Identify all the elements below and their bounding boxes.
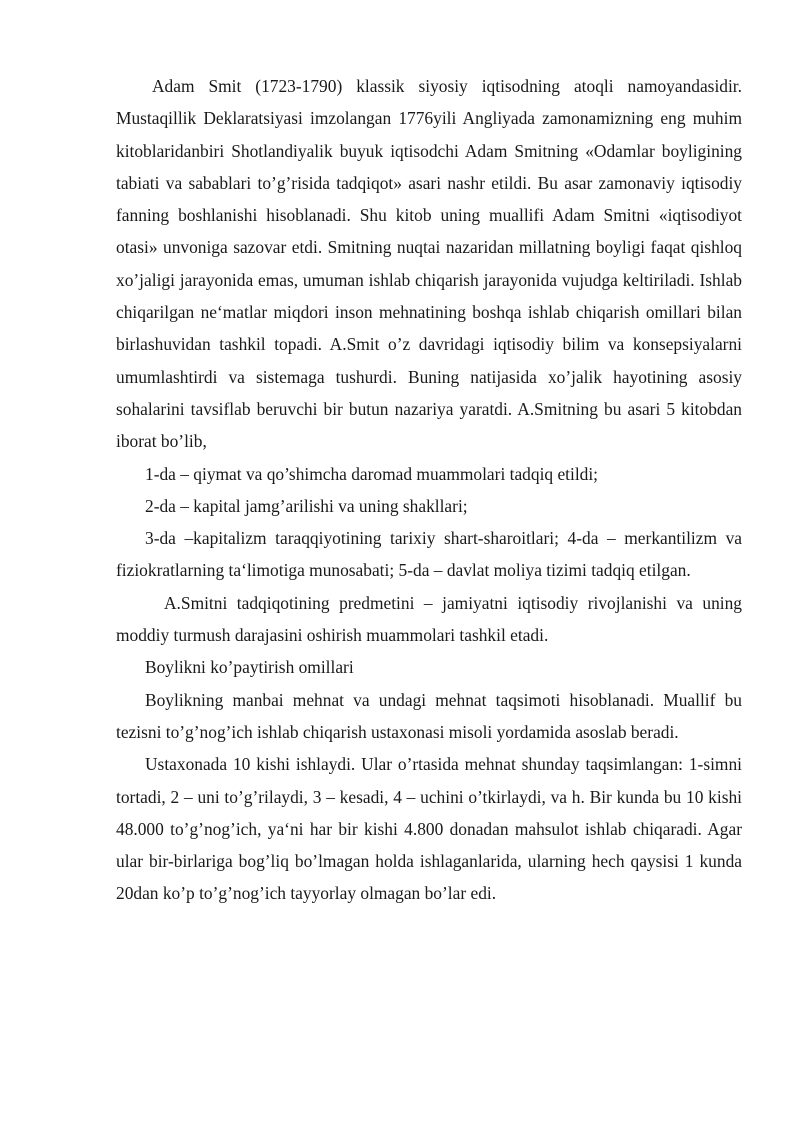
paragraph-research-subject: A.Smitni tadqiqotining predmetini – jamiyatni iqtisodiy rivojlanishi va uning moddiy turmush darajasini oshirish muammolari tashkil etadi.	[116, 592, 742, 646]
paragraph-book-1: 1-da – qiymat va qo’shimcha daromad muammolari tadqiq etildi;	[145, 463, 599, 484]
paragraph-books-3-5: 3-da –kapitalizm taraqqiyotining tarixiy shart-sharoitlari; 4-da – merkantilizm va fiziokratlarning ta‘limotiga munosabati; 5-da – davlat moliya tizimi tadqiq etilgan.	[116, 528, 742, 581]
section-heading-wealth-factors: Boylikni ko’paytirish omillari	[145, 657, 354, 678]
paragraph-labor-source: Boylikning manbai mehnat va undagi mehnat taqsimoti hisoblanadi. Muallif bu tezisni to’g’nog’ich ishlab chiqarish ustaxonasi misoli yordamida asoslab beradi.	[116, 689, 742, 742]
document-page	[116, 70, 742, 910]
paragraph-adam-smith-intro: Adam Smit (1723-1790) klassik siyosiy iqtisodning atoqli namoyandasidir. Mustaqillik Deklaratsiyasi imzolangan 1776yili Angliyada zamonamizning eng muhim kitoblaridanbiri Shotlandiyalik buyuk iqtisodchi Adam Smitning «Odamlar boyligining tabiati va sabablari to’g’risida tadqiqot» asari nashr etildi. Bu asar zamonaviy iqtisodiy fanning boshlanishi hisoblanadi. Shu kitob uning muallifi Adam Smitni «iqtisodiyot otasi» unvoniga sazovar etdi. Smitning nuqtai nazaridan millatning boyligi faqat qishloq xo’jaligi jarayonida emas, umuman ishlab chiqarish jarayonida vujudga keltiriladi. Ishlab chiqarilgan ne‘matlar miqdori inson mehnatining boshqa ishlab chiqarish omillari bilan birlashuvidan tashkil topadi. A.Smit o’z davridagi iqtisodiy bilim va konsepsiyalarni umumlashtirdi va sistemaga tushurdi. Buning natijasida xo’jalik hayotining asosiy sohalarini tavsiflab beruvchi bir butun nazariya yaratdi. A.Smitning bu asari 5 kitobdan iborat bo’lib,	[116, 76, 742, 452]
paragraph-book-2: 2-da – kapital jamg’arilishi va uning shakllari;	[145, 495, 468, 516]
paragraph-workshop-example: Ustaxonada 10 kishi ishlaydi. Ular o’rtasida mehnat shunday taqsimlangan: 1-simni tortadi, 2 – uni to’g’rilaydi, 3 – kesadi, 4 – uchini o’tkirlaydi, va h. Bir kunda bu 10 kishi 48.000 to’g’nog’ich, ya‘ni har bir kishi 4.800 donadan mahsulot ishlab chiqaradi. Agar ular bir-birlariga bog’liq bo’lmagan holda ishlaganlarida, ularning hech qaysisi 1 kunda 20dan ko’p to’g’nog’ich tayyorlay olmagan bo’lar edi.	[116, 754, 742, 904]
